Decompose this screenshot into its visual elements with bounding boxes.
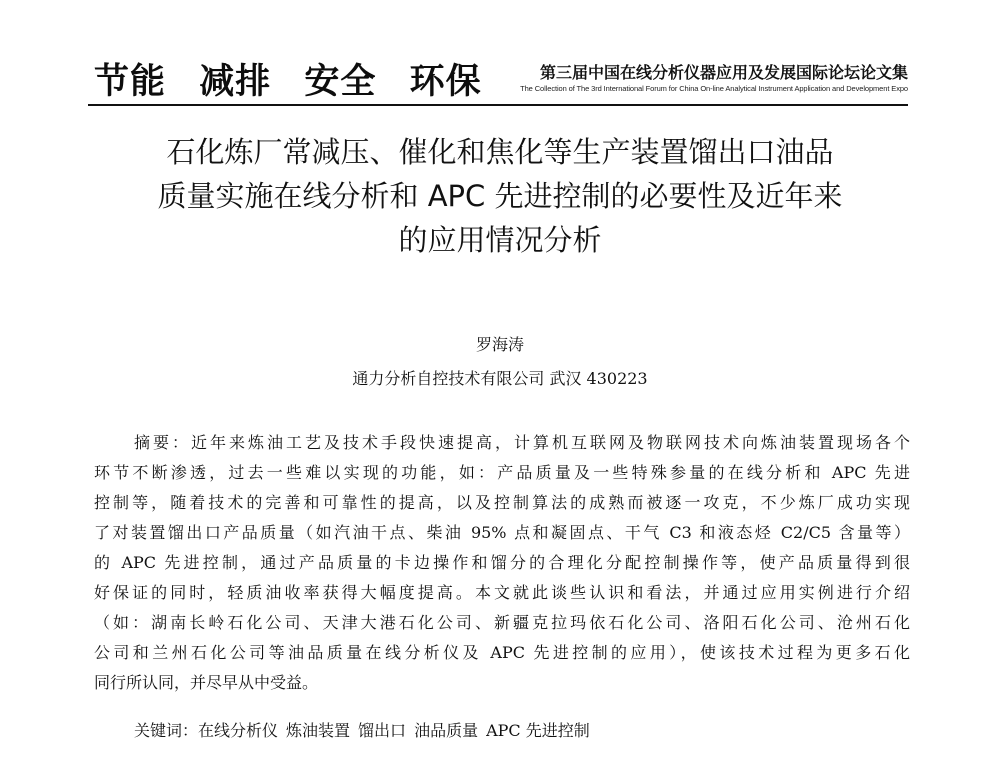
keyword: 馏出口 — [358, 721, 407, 740]
abstract-line: 摘要：近年来炼油工艺及技术手段快速提高，计算机互联网及物联网技术向炼油装置现场各个 — [134, 433, 910, 452]
header-slogan — [94, 54, 502, 104]
keyword: 油品质量 — [414, 721, 479, 740]
abstract-line: 的 APC 先进控制，通过产品质量的卡边操作和馏分的合理化分配控制操作等，使产品质量得到很 — [94, 553, 910, 572]
abstract-line: 了对装置馏出口产品质量（如汽油干点、柴油 95% 点和凝固点、干气 C3 和液态烃 C2/C5 含量等） — [94, 523, 910, 542]
keywords-label: 关键词： — [134, 721, 199, 740]
keyword: 炼油装置 — [286, 721, 351, 740]
abstract-line: 公司和兰州石化公司等油品质量在线分析仪及 APC 先进控制的应用），使该技术过程为更多石化 — [94, 643, 910, 662]
abstract-line: 好保证的同时，轻质油收率获得大幅度提高。本文就此谈些认识和看法，并通过应用实例进行介绍 — [94, 583, 910, 602]
abstract-line: 环节不断渗透，过去一些难以实现的功能，如：产品质量及一些特殊参量的在线分析和 APC 先进 — [94, 463, 910, 482]
header-rule — [88, 104, 908, 106]
slogan-word: 环保 — [409, 62, 482, 102]
slogan-word: 安全 — [304, 62, 377, 102]
title-line: 石化炼厂常减压、催化和焦化等生产装置馏出口油品 — [166, 135, 834, 169]
abstract-line: （如：湖南长岭石化公司、天津大港石化公司、新疆克拉玛依石化公司、洛阳石化公司、沧州石化 — [94, 613, 910, 632]
title-line: 的应用情况分析 — [398, 223, 602, 257]
slogan-word: 节能 — [94, 62, 167, 102]
abstract — [94, 428, 910, 698]
collection-subtitle: The Collection of The 3rd International Forum for China On-line Analytical Instrument Application and Development Expo — [520, 84, 908, 93]
keyword: APC 先进控制 — [486, 721, 590, 740]
author-name: 罗海涛 — [475, 335, 524, 354]
abstract-line: 同行所认同，并尽早从中受益。 — [94, 673, 319, 692]
author-affiliation: 通力分析自控技术有限公司 武汉 430223 — [352, 369, 648, 388]
slogan-word: 减排 — [199, 62, 272, 102]
paper-title — [70, 130, 930, 262]
keywords — [134, 718, 598, 741]
title-line: 质量实施在线分析和 APC 先进控制的必要性及近年来 — [157, 179, 843, 213]
abstract-line: 控制等，随着技术的完善和可靠性的提高，以及控制算法的成熟而被逐一攻克，不少炼厂成功实现 — [94, 493, 910, 512]
keyword: 在线分析仪 — [198, 721, 279, 740]
running-header — [88, 48, 908, 104]
collection-title: 第三届中国在线分析仪器应用及发展国际论坛论文集 — [539, 63, 908, 82]
